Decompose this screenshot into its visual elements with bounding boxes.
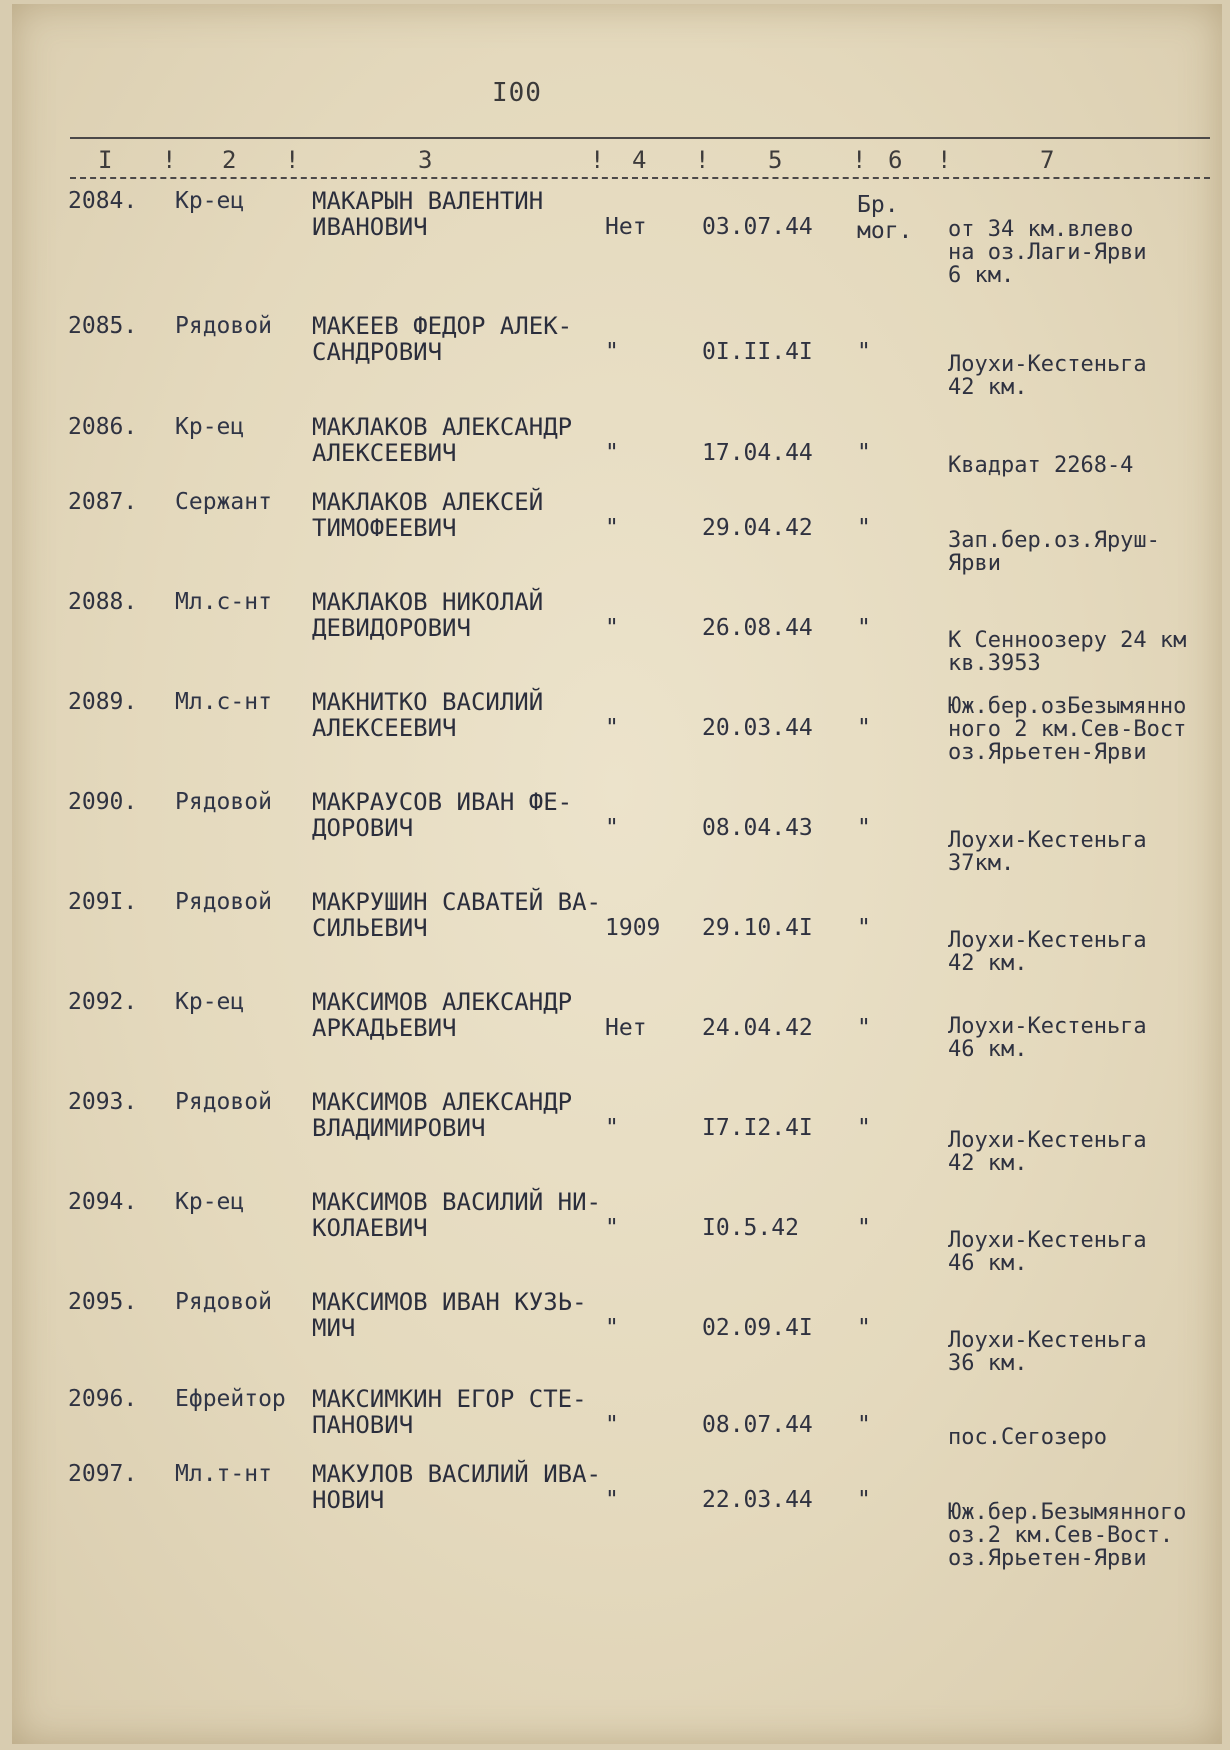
burial-place: Юж.бер.Безымянного оз.2 км.Сев-Вост. оз.Ярьетен-Ярви bbox=[948, 1500, 1187, 1571]
record-number: 2087. bbox=[68, 489, 138, 515]
military-rank: Мл.с-нт bbox=[175, 589, 272, 615]
birth-year: " bbox=[605, 1412, 619, 1438]
birth-year: " bbox=[605, 339, 619, 365]
table-row bbox=[0, 889, 1230, 979]
military-rank: Кр-ец bbox=[175, 1189, 245, 1215]
date-of-death: 29.10.4I bbox=[702, 915, 813, 941]
military-rank: Сержант bbox=[175, 489, 272, 515]
date-of-death: 22.03.44 bbox=[702, 1487, 813, 1513]
burial-place: Зап.бер.оз.Яруш- Ярви bbox=[948, 528, 1160, 576]
burial-type: " bbox=[857, 715, 871, 741]
military-rank: Рядовой bbox=[175, 889, 272, 915]
table-row bbox=[0, 1189, 1230, 1279]
date-of-death: 20.03.44 bbox=[702, 715, 813, 741]
table-row bbox=[0, 313, 1230, 403]
column-separator: ! bbox=[695, 146, 710, 174]
header-bottom-rule bbox=[70, 177, 1210, 179]
birth-year: Нет bbox=[605, 1015, 647, 1041]
column-header-3: 3 bbox=[418, 146, 433, 174]
birth-year: " bbox=[605, 715, 619, 741]
full-name: МАКЕЕВ ФЕДОР АЛЕК- САНДРОВИЧ bbox=[312, 312, 573, 366]
table-row bbox=[0, 689, 1230, 779]
military-rank: Рядовой bbox=[175, 1289, 272, 1315]
table-row bbox=[0, 789, 1230, 879]
birth-year: " bbox=[605, 1487, 619, 1513]
record-number: 2096. bbox=[68, 1386, 138, 1412]
burial-type: " bbox=[857, 815, 871, 841]
date-of-death: 26.08.44 bbox=[702, 615, 813, 641]
record-number: 2093. bbox=[68, 1089, 138, 1115]
birth-year: Нет bbox=[605, 214, 647, 240]
date-of-death: 0I.II.4I bbox=[702, 339, 813, 365]
header-top-rule bbox=[70, 137, 1210, 139]
full-name: МАКСИМОВ АЛЕКСАНДР АРКАДЬЕВИЧ bbox=[312, 988, 573, 1042]
full-name: МАКНИТКО ВАСИЛИЙ АЛЕКСЕЕВИЧ bbox=[312, 688, 544, 742]
burial-place: Лоухи-Кестеньга 42 км. bbox=[948, 1128, 1147, 1176]
date-of-death: 03.07.44 bbox=[702, 214, 813, 240]
birth-year: " bbox=[605, 440, 619, 466]
military-rank: Ефрейтор bbox=[175, 1386, 286, 1412]
military-rank: Мл.с-нт bbox=[175, 689, 272, 715]
military-rank: Кр-ец bbox=[175, 188, 245, 214]
burial-type: " bbox=[857, 515, 871, 541]
burial-type: " bbox=[857, 1487, 871, 1513]
burial-place: Квадрат 2268-4 bbox=[948, 453, 1134, 478]
burial-place: Лоухи-Кестеньга 42 км. bbox=[948, 352, 1147, 400]
column-separator: ! bbox=[590, 146, 605, 174]
table-row bbox=[0, 187, 1230, 288]
record-number: 2090. bbox=[68, 789, 138, 815]
full-name: МАКСИМОВ АЛЕКСАНДР ВЛАДИМИРОВИЧ bbox=[312, 1088, 573, 1142]
military-rank: Рядовой bbox=[175, 789, 272, 815]
record-number: 2097. bbox=[68, 1461, 138, 1487]
column-header-5: 5 bbox=[768, 146, 783, 174]
record-number: 2092. bbox=[68, 989, 138, 1015]
birth-year: " bbox=[605, 615, 619, 641]
burial-type: " bbox=[857, 339, 871, 365]
full-name: МАКЛАКОВ АЛЕКСЕЙ ТИМОФЕЕВИЧ bbox=[312, 488, 544, 542]
date-of-death: 17.04.44 bbox=[702, 440, 813, 466]
record-number: 2088. bbox=[68, 589, 138, 615]
date-of-death: 08.04.43 bbox=[702, 815, 813, 841]
column-separator: ! bbox=[162, 146, 177, 174]
burial-type: " bbox=[857, 915, 871, 941]
burial-type: " bbox=[857, 1015, 871, 1041]
record-number: 2086. bbox=[68, 414, 138, 440]
column-separator: ! bbox=[852, 146, 867, 174]
date-of-death: 08.07.44 bbox=[702, 1412, 813, 1438]
burial-place: Юж.бер.озБезымянно ного 2 км.Сев-Вост оз.Ярьетен-Ярви bbox=[948, 694, 1187, 765]
burial-place: пос.Сегозеро bbox=[948, 1425, 1107, 1450]
burial-type: " bbox=[857, 1215, 871, 1241]
record-number: 209I. bbox=[68, 889, 138, 915]
table-row bbox=[0, 489, 1230, 579]
record-number: 2085. bbox=[68, 313, 138, 339]
full-name: МАКСИМКИН ЕГОР СТЕ- ПАНОВИЧ bbox=[312, 1385, 587, 1439]
page-number: I00 bbox=[492, 78, 542, 108]
burial-type: Бр. мог. bbox=[857, 192, 913, 244]
table-row bbox=[0, 589, 1230, 679]
birth-year: " bbox=[605, 1215, 619, 1241]
full-name: МАКЛАКОВ АЛЕКСАНДР АЛЕКСЕЕВИЧ bbox=[312, 413, 573, 467]
date-of-death: 02.09.4I bbox=[702, 1315, 813, 1341]
birth-year: 1909 bbox=[605, 915, 661, 941]
column-separator: ! bbox=[937, 146, 952, 174]
full-name: МАКРУШИН САВАТЕЙ ВА- СИЛЬЕВИЧ bbox=[312, 888, 601, 942]
date-of-death: 29.04.42 bbox=[702, 515, 813, 541]
military-rank: Рядовой bbox=[175, 313, 272, 339]
burial-place: Лоухи-Кестеньга 46 км. bbox=[948, 1014, 1147, 1062]
full-name: МАКСИМОВ ИВАН КУЗЬ- МИЧ bbox=[312, 1288, 587, 1342]
record-number: 2095. bbox=[68, 1289, 138, 1315]
military-rank: Рядовой bbox=[175, 1089, 272, 1115]
full-name: МАКУЛОВ ВАСИЛИЙ ИВА- НОВИЧ bbox=[312, 1460, 601, 1514]
burial-place: от 34 км.влево на оз.Лаги-Ярви 6 км. bbox=[948, 217, 1147, 288]
full-name: МАКЛАКОВ НИКОЛАЙ ДЕВИДОРОВИЧ bbox=[312, 588, 544, 642]
burial-place: Лоухи-Кестеньга 37км. bbox=[948, 828, 1147, 876]
date-of-death: 24.04.42 bbox=[702, 1015, 813, 1041]
burial-place: Лоухи-Кестеньга 42 км. bbox=[948, 928, 1147, 976]
burial-place: К Сенноозеру 24 км кв.3953 bbox=[948, 628, 1187, 676]
burial-type: " bbox=[857, 440, 871, 466]
burial-place: Лоухи-Кестеньга 36 км. bbox=[948, 1328, 1147, 1376]
birth-year: " bbox=[605, 1315, 619, 1341]
column-header-7: 7 bbox=[1040, 146, 1055, 174]
table-row bbox=[0, 989, 1230, 1079]
column-header-6: 6 bbox=[888, 146, 903, 174]
table-row bbox=[0, 1460, 1230, 1571]
date-of-death: I7.I2.4I bbox=[702, 1115, 813, 1141]
table-row bbox=[0, 1089, 1230, 1179]
column-header-4: 4 bbox=[632, 146, 647, 174]
record-number: 2084. bbox=[68, 188, 138, 214]
date-of-death: I0.5.42 bbox=[702, 1215, 799, 1241]
birth-year: " bbox=[605, 1115, 619, 1141]
column-header-1: I bbox=[98, 146, 113, 174]
record-number: 2094. bbox=[68, 1189, 138, 1215]
column-header-2: 2 bbox=[222, 146, 237, 174]
burial-type: " bbox=[857, 615, 871, 641]
full-name: МАКРАУСОВ ИВАН ФЕ- ДОРОВИЧ bbox=[312, 788, 573, 842]
military-rank: Кр-ец bbox=[175, 414, 245, 440]
full-name: МАКАРЫН ВАЛЕНТИН ИВАНОВИЧ bbox=[312, 187, 544, 241]
burial-place: Лоухи-Кестеньга 46 км. bbox=[948, 1228, 1147, 1276]
burial-type: " bbox=[857, 1412, 871, 1438]
military-rank: Кр-ец bbox=[175, 989, 245, 1015]
military-rank: Мл.т-нт bbox=[175, 1461, 272, 1487]
full-name: МАКСИМОВ ВАСИЛИЙ НИ- КОЛАЕВИЧ bbox=[312, 1188, 601, 1242]
column-separator: ! bbox=[285, 146, 300, 174]
birth-year: " bbox=[605, 815, 619, 841]
record-number: 2089. bbox=[68, 689, 138, 715]
burial-type: " bbox=[857, 1115, 871, 1141]
burial-type: " bbox=[857, 1315, 871, 1341]
table-row bbox=[0, 1289, 1230, 1379]
birth-year: " bbox=[605, 515, 619, 541]
